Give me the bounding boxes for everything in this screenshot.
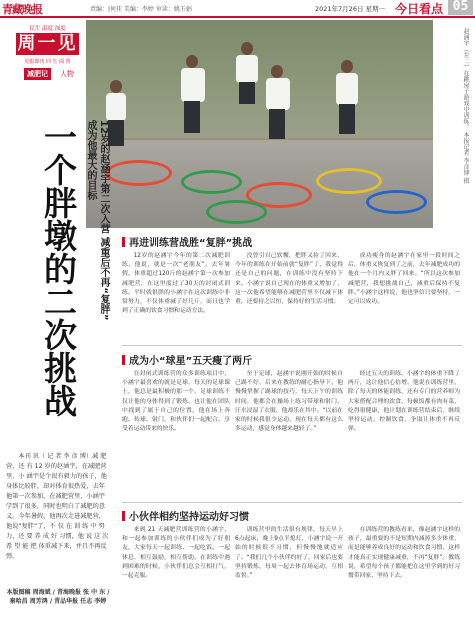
- section-marker: [122, 237, 125, 247]
- issue-date: 2021年7月26日 星期一: [315, 5, 386, 13]
- section-title-1: [122, 234, 252, 249]
- column-badge: [10, 24, 85, 91]
- news-photo: [86, 20, 433, 228]
- headline-subtitle: 12岁的赵涵宇第二次入营 减重后不再“复胖”: [98, 120, 109, 321]
- hoop: [181, 170, 242, 194]
- section-1-col-2: 没曾引自己软懈，把胖又捡了回来，今年的训练在开始前就“复胖”了，我觉得还是自己的问题，在训练中没有坚持下来。小涵宇说自己现在的体重又增加了，这一次他希望能够在减肥营里不仅减下体重，还要持之以恒，保持好的生活习惯。: [235, 253, 343, 306]
- section-3-col-1: 来到 21 天减肥营训练营的小涵宇，和一起参加训练的小伙伴们成为了好朋友，大家每天一起训练、一起吃饭、一起休息，相互鼓励，相互帮助。在训练中遇到困难的时候，小伙伴们总会互相打气，一起克服。: [122, 527, 230, 580]
- badge-category: 人物: [60, 70, 74, 78]
- left-column-text: 本刊 讯（ 记 者 李 彦 博）减 肥营，还 有 12 岁的赵涵宇，在减肥营里，小 涵宇是个很有毅力的孩子，他身体比较胖，却对体育很热爱，去年他第一次参加，在减肥营里，小涵宇学到了很多，同时也明白了减肥的意义。今年暑假，他再次走进减肥营，他说“复胖”了，不 仅 在 训 练 中 努 力，还 要 养 成 好 习惯，他 说 这 次 希 望 能 把 体重减下来，并且不再反弹。: [6, 453, 109, 560]
- badge-topic-tag: 减肥记: [24, 68, 51, 80]
- divider: [122, 502, 462, 503]
- section-2-col-3: 经过五天的训练，小涵宇的体重下降了两斤，这让他信心倍增。他说在训练营里，除了每天的体能训练，还有专门的营养师为大家搭配合理的饮食，每顿饭都有肉有菜，吃得很健康，他计划在训练营结束后，继续坚持运动，控制饮食，争取让体重不再反弹。: [348, 371, 460, 433]
- section-heading: 成为小“球星”五天瘦了两斤: [129, 356, 253, 367]
- hoop: [316, 168, 382, 194]
- section-heading: 再进训练营战胜“复胖”挑战: [129, 238, 253, 249]
- section-title-2: [122, 352, 252, 367]
- editor-credits: 责编：|何佳 美编：李婷 审读：姚玉娟: [90, 6, 192, 13]
- photo-caption: 赵涵宇（左二）在跳房子游戏中训练。 本报记者 李彦博 摄: [462, 28, 469, 184]
- section-2-col-1: 在封闭式训练营的众多训练项目中，小涵宇最喜欢的就是足球，每天的足球课上，他总是最积极的那一个。足球训练不仅让他的身体得到了锻炼，也让他在团队中找到了属于自己的位置，他在场上奔跑、传球、射门，和伙伴们一起配合，享受着运动带来的快乐。: [122, 371, 230, 433]
- section-marker: [122, 355, 125, 365]
- section-1-col-3: 成功瘦身的赵涵宇在家里一段时间之后，体重又恢复到了之前，去年减肥成功的他在一个月内又胖了回来。“所以这次参加减肥营，我想挑战自己，减重后保持不复胖。”小涵宇这样说，他也坚信只要坚持，一定可以成功。: [348, 253, 460, 306]
- hoop: [366, 190, 427, 214]
- section-marker: [122, 511, 125, 521]
- section-heading: 小伙伴相约坚持运动好习惯: [129, 512, 249, 523]
- divider: [122, 345, 462, 346]
- left-column-footer: 本版图稿 周海斌 / 青海晚报 张 中 东 / 秦哈昌 周芳鸿 / 青品华报 任志 李婷: [6, 589, 110, 605]
- section-1-col-1: 12岁的赵涵宇今年的第二次减肥训练，他说，就是一次“老朋友”。去年暑假，体重超过120斤的赵涵宇第一次参加减肥营，在这里度过了30天的封闭式训练。平时就很胖的小涵宇在这次训练中非常努力，不仅体重减了好几斤，而且也学到了正确的饮食习惯和运动方法。: [122, 253, 230, 315]
- badge-tagline: 民生 温度 深度: [29, 26, 66, 32]
- headline-block: [20, 120, 120, 450]
- page-number: 05: [448, 0, 473, 15]
- section-2-col-2: 至于足球，赵涵宇说刚开始的时候自己踢不好，后来在教练的耐心指导下，他慢慢掌握了踢球的技巧，每天下午的训练时间，他都会在操场上练习带球和射门，汗水浸湿了衣服，他却乐在其中。“以前在家的时候我很少运动，现在每天都有这么多运动，感觉身体越来越轻了。”: [235, 371, 343, 433]
- badge-title: 周一见: [17, 33, 78, 54]
- section-title-3: [122, 508, 249, 523]
- section-3-col-3: 在训练营的教练看来，像赵涵宇这样的孩子，最重要的不是短期内减掉多少体重，而是能够养成良好的运动和饮食习惯，这样才能真正实现健康减重，不再“复胖”。教练说，希望每个孩子都能把在这里学到的好习惯带回家，坚持下去。: [348, 527, 460, 580]
- newspaper-logo: 青藏晚报: [2, 3, 42, 16]
- hoop: [206, 200, 267, 224]
- badge-subtitle: 见报即刊 同 生 面 鲁: [24, 59, 71, 65]
- section-3-col-2: 训练营里的生活很有规律，每天早上6点起床，晚上9点半熄灯，小涵宇说一开始的时候很不习惯，但慢慢地就适应了。“我们几个小伙伴约好了，回家后也要坚持锻炼，每周一起去体育场运动，互相监督。”: [235, 527, 343, 580]
- headline-subtitle-2: 成为他最大的目标: [85, 120, 96, 200]
- section-title: 今日看点: [395, 2, 444, 16]
- headline-main: 一个胖墩的二次挑战: [39, 120, 78, 417]
